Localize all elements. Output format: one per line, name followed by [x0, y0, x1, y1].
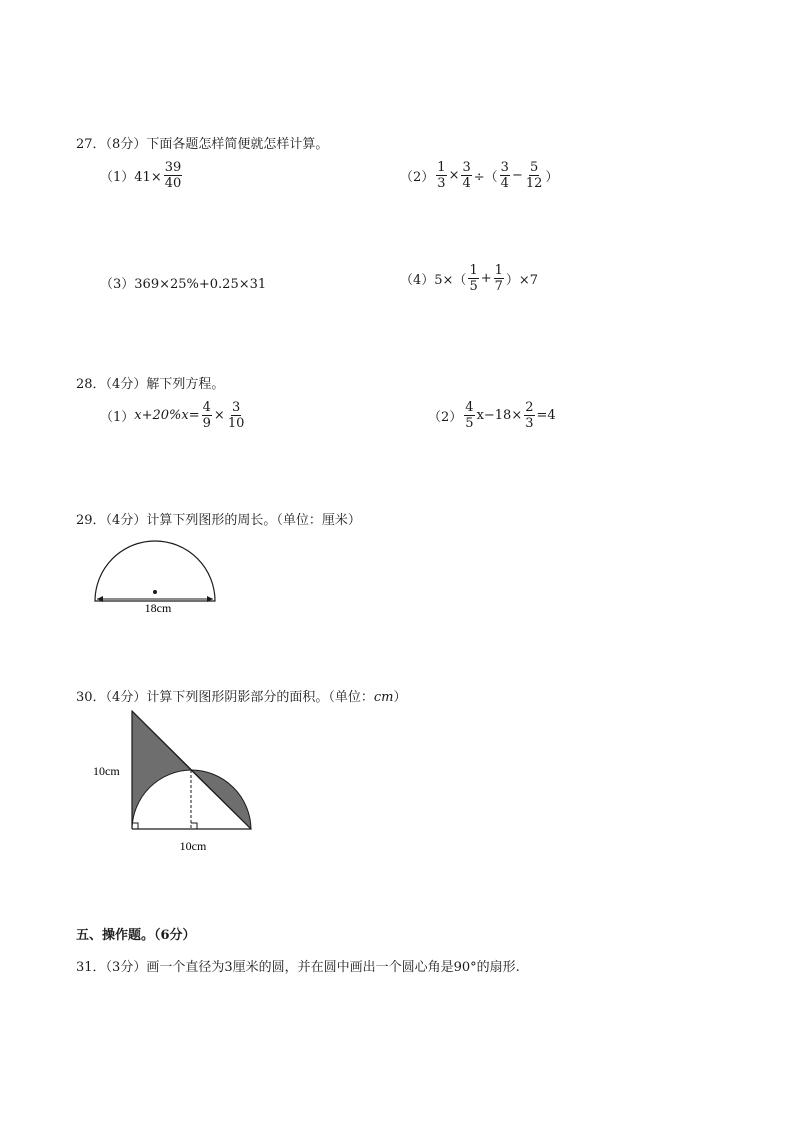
q27-p2-label: （2）	[400, 170, 435, 185]
q28-p2-label: （2）	[428, 410, 463, 425]
center-point	[153, 590, 157, 594]
fraction: $\frac{4}{9}$	[202, 400, 211, 431]
q28-part1	[100, 400, 247, 431]
q27-p4-label: （4）5×（	[400, 273, 467, 288]
question-31-title: 31．（3分）画一个直径为3厘米的圆，并在圆中画出一个圆心角是90°的扇形.	[76, 960, 520, 975]
shaded-region-left	[132, 711, 191, 829]
q27-part2	[400, 160, 558, 191]
operator: ÷（	[473, 170, 498, 185]
fraction: $\frac{1}{3}$	[437, 160, 446, 191]
fraction: $\frac{5}{12}$	[525, 160, 543, 191]
section-5-heading: 五、操作题。（6分）	[76, 928, 196, 943]
question-30-title	[76, 686, 406, 705]
question-27-title: 27．（8分）下面各题怎样简便就怎样计算。	[76, 137, 329, 152]
fraction: $\frac{3}{4}$	[500, 160, 509, 191]
operator: ）	[545, 170, 559, 185]
height-label: 10cm	[93, 764, 120, 778]
q28-part2	[428, 400, 556, 431]
q27-part1	[100, 160, 184, 191]
q27-part3: （3）369×25%+0.25×31	[100, 277, 267, 292]
q27-p1-label: （1）41×	[100, 170, 162, 185]
semicircle-figure	[90, 528, 220, 620]
fraction: $\frac{2}{3}$	[525, 400, 534, 431]
operator: +	[480, 271, 492, 286]
operator: ×	[213, 408, 225, 423]
q27-part4	[400, 263, 538, 294]
q30-title-unit: cm	[373, 690, 394, 705]
question-29-title: 29．（4分）计算下列图形的周长。（单位：厘米）	[76, 513, 361, 528]
base-label: 10cm	[179, 839, 207, 853]
q30-title-close: ）	[393, 690, 407, 705]
operator: ）×7	[505, 273, 539, 288]
shaded-area-figure	[90, 704, 265, 856]
equation-lhs: x+20%x=	[134, 408, 200, 423]
q28-p1-label: （1）	[100, 410, 135, 425]
question-28-title: 28．（4分）解下列方程。	[76, 377, 225, 392]
fraction: $\frac{4}{5}$	[465, 400, 474, 431]
q30-title-text: 30．（4分）计算下列图形阴影部分的面积。（单位：	[76, 690, 374, 705]
fraction: $\frac{1}{7}$	[494, 263, 503, 294]
fraction: $\frac{3}{4}$	[462, 160, 471, 191]
fraction: $\frac{39}{40}$	[164, 160, 182, 191]
equation-rhs: =4	[536, 408, 556, 423]
right-angle-mark-center	[191, 823, 197, 829]
operator: ×	[448, 168, 460, 183]
operator: −	[511, 168, 523, 183]
right-angle-mark-left	[132, 823, 138, 829]
fraction: $\frac{3}{10}$	[227, 400, 245, 431]
equation-mid: x−18×	[476, 408, 523, 423]
diameter-label: 18cm	[144, 601, 172, 615]
fraction: $\frac{1}{5}$	[469, 263, 478, 294]
